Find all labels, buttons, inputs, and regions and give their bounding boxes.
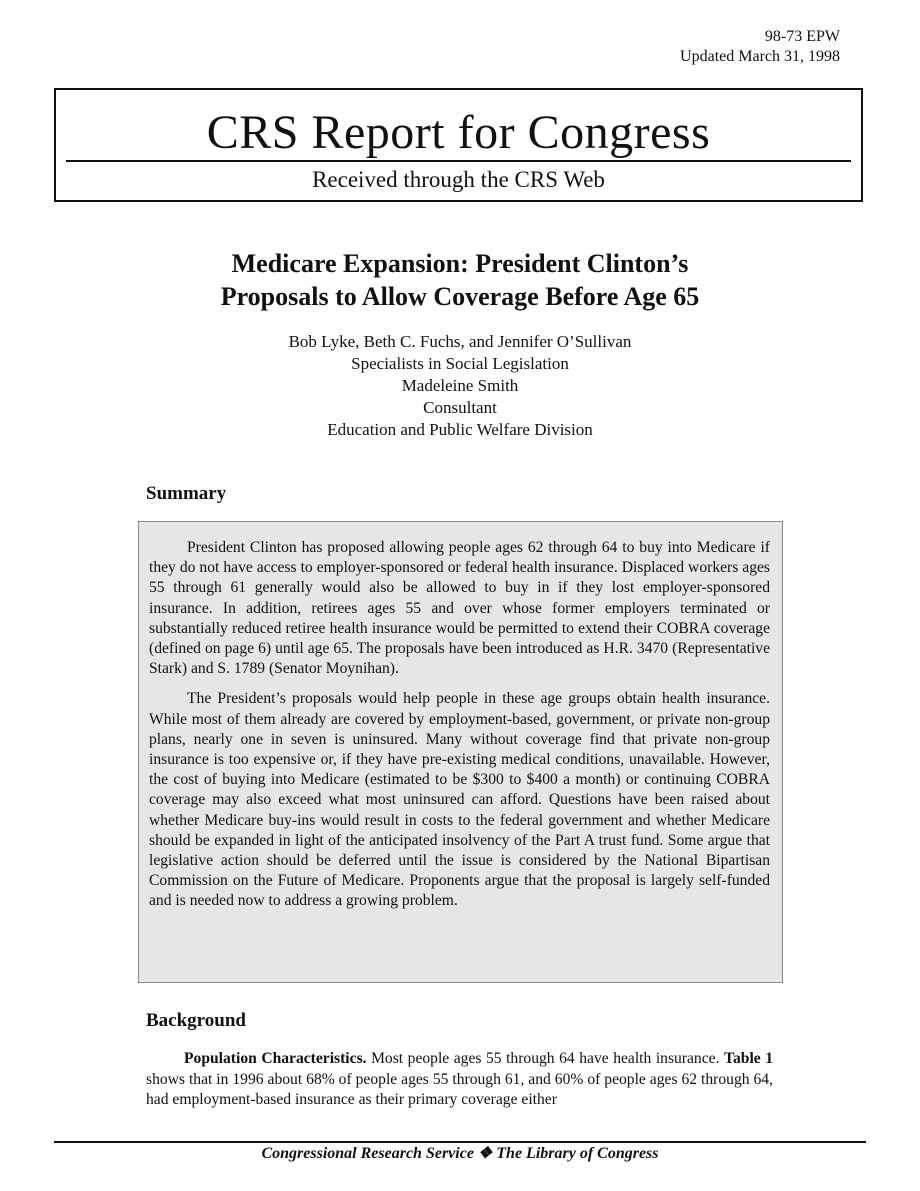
background-text-part-2: shows that in 1996 about 68% of people ages 55 through 61, and 60% of people ages 62 through 64, had employment-based insurance as their primary coverage either [146,1070,773,1108]
summary-paragraph-2: The President’s proposals would help people in these age groups obtain health insurance. While most of them already are covered by employment-based, government, or private non-group plans, nearly one in seven is uninsured. Many without coverage find that private non-group insurance is too expensive or, if they have pre-existing medical conditions, unavailable. However, the cost of buying into Medicare (estimated to be $300 to $400 a month) or continuing COBRA coverage may also exceed what most uninsured can afford. Questions have been raised about whether Medicare buy-ins would result in costs to the federal government and whether Medicare should be expanded in light of the anticipated insolvency of the Part A trust fund. Some argue that legislative action should be deferred until the issue is considered by the National Bipartisan Commission on the Future of Medicare. Proponents argue that the proposal is largely self-funded and is needed now to address a growing problem. [149,690,770,910]
report-header-box [54,88,863,202]
footer-divider [54,1141,866,1143]
population-characteristics-lead: Population Characteristics. [184,1050,367,1067]
background-heading: Background [146,1010,246,1031]
report-title-line-2: Proposals to Allow Coverage Before Age 65 [220,282,700,311]
report-code: 98-73 EPW [764,28,840,45]
updated-date: Updated March 31, 1998 [680,48,840,65]
report-title-line-1: Medicare Expansion: President Clinton’s [231,249,689,278]
background-paragraph [146,1049,773,1111]
background-text-part-1: Most people ages 55 through 64 have health insurance. [366,1050,724,1067]
header-subtitle: Received through the CRS Web [312,167,605,192]
document-id [680,27,840,67]
footer-text: Congressional Research Service ❖ The Library of Congress [261,1145,659,1162]
report-title [120,247,800,313]
summary-box [138,521,783,983]
header-divider [66,160,851,162]
consultant-role: Consultant [423,398,497,417]
author-names: Bob Lyke, Beth C. Fuchs, and Jennifer O’Sullivan [288,332,632,351]
background-text [146,1049,773,1111]
summary-heading: Summary [146,483,227,504]
author-role: Specialists in Social Legislation [351,354,569,373]
division-name: Education and Public Welfare Division [327,420,593,439]
header-title: CRS Report for Congress [206,106,711,159]
author-block [150,331,770,441]
table-reference: Table 1 [724,1050,774,1067]
summary-paragraph-1: President Clinton has proposed allowing people ages 62 through 64 to buy into Medicare if they do not have access to employer-sponsored or federal health insurance. Displaced workers ages 55 through 61 generally would also be allowed to buy in if they lost employer-sponsored insurance. In addition, retirees ages 55 and over whose former employers terminated or substantially reduced retiree health insurance would be permitted to extend their COBRA coverage (defined on page 6) until age 65. The proposals have been introduced as H.R. 3470 (Representative Stark) and S. 1789 (Senator Moynihan). [149,539,770,678]
consultant-name: Madeleine Smith [401,376,519,395]
